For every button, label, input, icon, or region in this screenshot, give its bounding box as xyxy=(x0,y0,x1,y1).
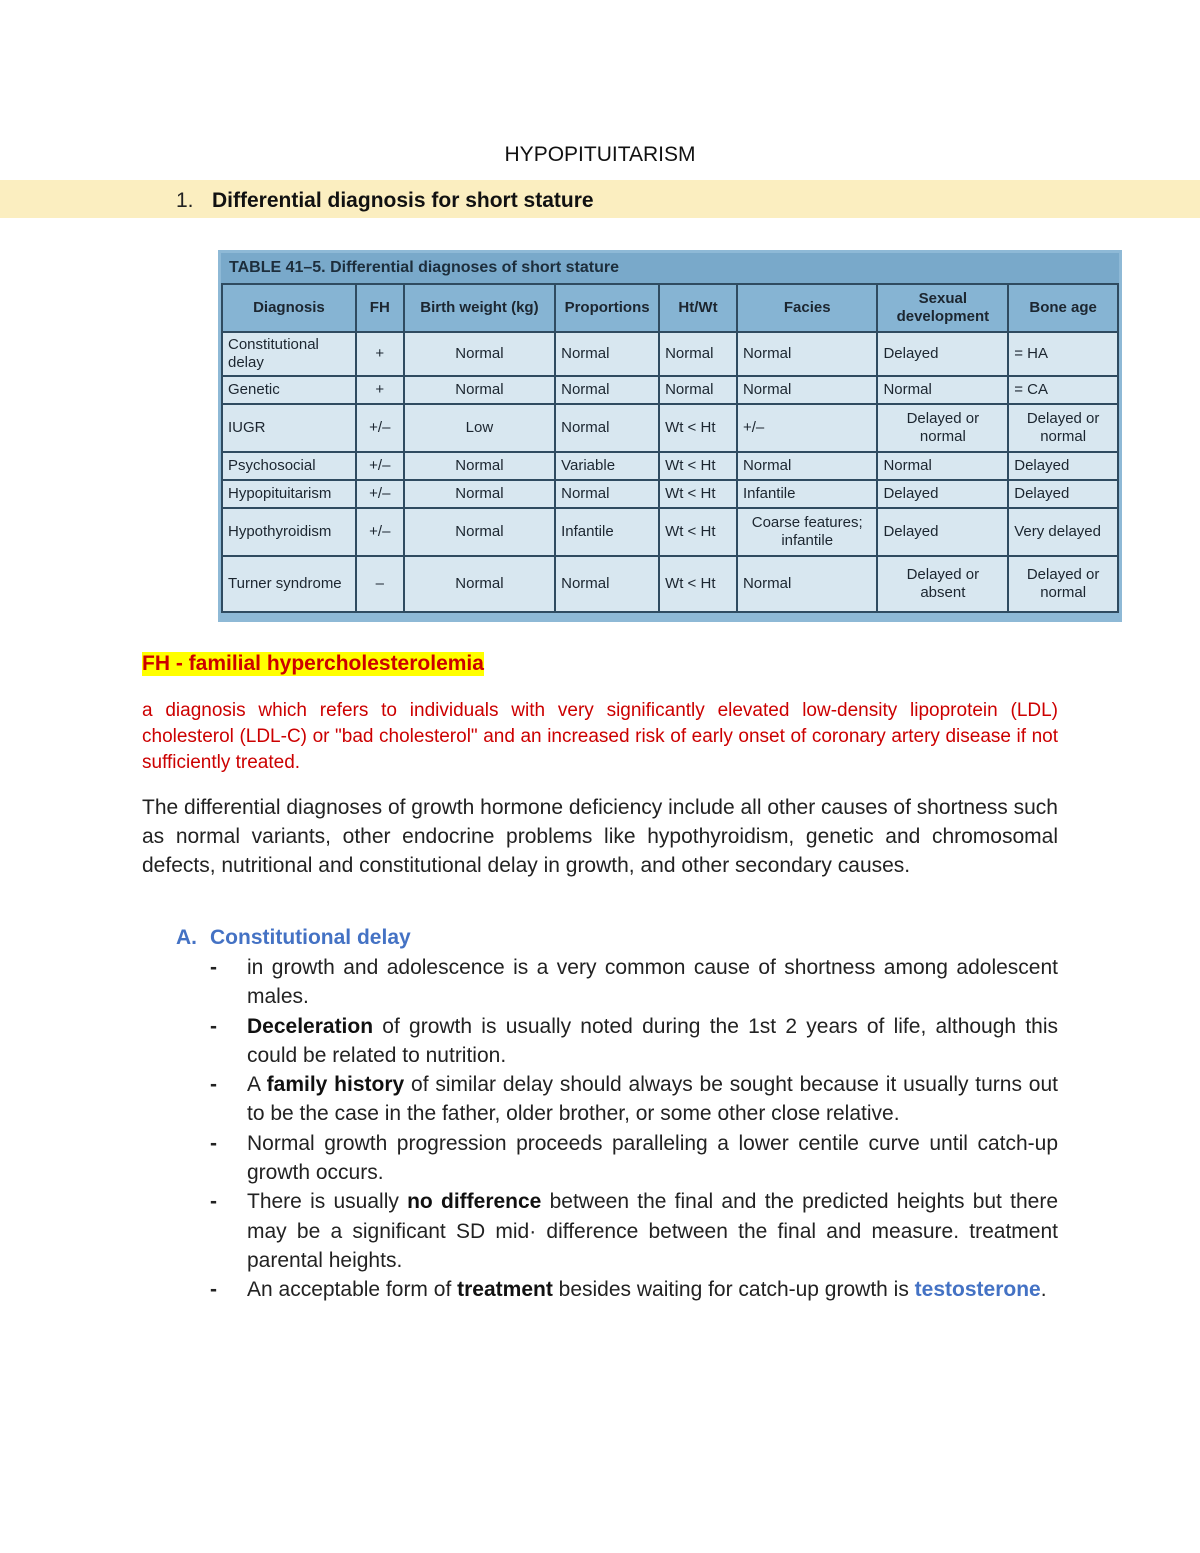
bullet-bold-term: treatment xyxy=(457,1278,553,1302)
cell: Normal xyxy=(737,332,878,376)
cell-diagnosis: Constitutional delay xyxy=(222,332,356,376)
cell: – xyxy=(356,556,404,612)
col-header: Ht/Wt xyxy=(659,284,737,332)
cell: Normal xyxy=(404,508,555,556)
cell: Wt < Ht xyxy=(659,508,737,556)
table-header-row xyxy=(222,284,1118,332)
bullet-bold-term: no difference xyxy=(407,1190,542,1214)
bullet-text: . xyxy=(1040,1278,1047,1302)
cell: Delayed xyxy=(1008,480,1118,508)
bullet-bold-term: Deceleration xyxy=(247,1014,374,1038)
short-stature-table-image xyxy=(218,250,1122,622)
cell: Variable xyxy=(555,452,659,480)
cell: Delayed xyxy=(1008,452,1118,480)
list-item xyxy=(210,1070,1058,1129)
cell: Wt < Ht xyxy=(659,556,737,612)
cell: + xyxy=(356,376,404,404)
cell: = HA xyxy=(1008,332,1118,376)
list-item xyxy=(210,1012,1058,1071)
cell: Infantile xyxy=(737,480,878,508)
fh-definition-heading: FH - familial hypercholesterolemia xyxy=(142,652,484,675)
cell: Normal xyxy=(555,332,659,376)
cell: Normal xyxy=(404,452,555,480)
cell: Normal xyxy=(737,376,878,404)
cell: = CA xyxy=(1008,376,1118,404)
cell-diagnosis: Psychosocial xyxy=(222,452,356,480)
cell: Delayed or absent xyxy=(877,556,1008,612)
bullet-text: A xyxy=(247,1073,267,1097)
col-header: Diagnosis xyxy=(222,284,356,332)
cell: + xyxy=(356,332,404,376)
col-header: Sexual development xyxy=(877,284,1008,332)
cell: Delayed or normal xyxy=(1008,556,1118,612)
cell: Wt < Ht xyxy=(659,404,737,452)
bullet-list xyxy=(210,953,1058,1305)
cell: +/– xyxy=(356,452,404,480)
cell: Normal xyxy=(404,556,555,612)
cell: +/– xyxy=(356,508,404,556)
document-title: HYPOPITUITARISM xyxy=(504,143,696,166)
bullet-highlight-term: testosterone xyxy=(914,1278,1041,1302)
cell-diagnosis: Turner syndrome xyxy=(222,556,356,612)
cell: Delayed or normal xyxy=(1008,404,1118,452)
dash-bullet-icon: - xyxy=(210,956,217,979)
table-row xyxy=(222,508,1118,556)
col-header: FH xyxy=(356,284,404,332)
fh-definition-text: a diagnosis which refers to individuals with very significantly elevated low-density lipoprotein (LDL) cholesterol (LDL-C) or "bad cholesterol" and an increased risk of early onset of coronary artery disease if not sufficiently treated. xyxy=(142,700,1058,773)
cell: Normal xyxy=(877,376,1008,404)
cell: Normal xyxy=(555,556,659,612)
col-header: Facies xyxy=(737,284,878,332)
cell: Delayed or normal xyxy=(877,404,1008,452)
cell: Normal xyxy=(555,376,659,404)
cell: Wt < Ht xyxy=(659,480,737,508)
table-row xyxy=(222,480,1118,508)
cell: Delayed xyxy=(877,332,1008,376)
table-row xyxy=(222,452,1118,480)
cell-diagnosis: Genetic xyxy=(222,376,356,404)
cell: Normal xyxy=(737,452,878,480)
bullet-text: in growth and adolescence is a very common cause of shortness among adolescent males. xyxy=(247,956,1058,1009)
cell: Normal xyxy=(404,480,555,508)
list-item xyxy=(210,1129,1058,1188)
cell-diagnosis: IUGR xyxy=(222,404,356,452)
cell: Infantile xyxy=(555,508,659,556)
table-row xyxy=(222,404,1118,452)
cell: Normal xyxy=(404,376,555,404)
cell: +/– xyxy=(356,480,404,508)
cell: Normal xyxy=(404,332,555,376)
cell: Normal xyxy=(555,404,659,452)
cell: Normal xyxy=(659,376,737,404)
list-item xyxy=(210,953,1058,1012)
bullet-text: There is usually xyxy=(247,1190,408,1214)
col-header: Proportions xyxy=(555,284,659,332)
list-item xyxy=(210,1187,1058,1275)
bullet-text: between the final and the predicted heights but there may be a significant SD mid· difference between the final and measure. treatment parental heights. xyxy=(247,1190,1058,1272)
bullet-text: of growth is usually noted during the 1st 2 years of life, although this could be related to nutrition. xyxy=(247,1014,1058,1067)
section-number: 1. xyxy=(176,189,194,212)
list-item xyxy=(210,1275,1058,1304)
cell: Delayed xyxy=(877,480,1008,508)
cell: Normal xyxy=(737,556,878,612)
bullet-text: of similar delay should always be sought because it usually turns out to be the case in the father, older brother, or some other close relative. xyxy=(247,1073,1058,1126)
bullet-text: besides waiting for catch-up growth is xyxy=(552,1278,915,1302)
table-caption: TABLE 41–5. Differential diagnoses of short stature xyxy=(221,253,1119,283)
subsection-title: Constitutional delay xyxy=(210,926,411,949)
table-row xyxy=(222,556,1118,612)
cell: Normal xyxy=(555,480,659,508)
body-paragraph: The differential diagnoses of growth hormone deficiency include all other causes of shortness such as normal variants, other endocrine problems like hypothyroidism, genetic and chromosomal defects, nutritional and constitutional delay in growth, and other secondary causes. xyxy=(142,796,1058,877)
bullet-text: An acceptable form of xyxy=(247,1278,458,1302)
subsection-letter: A. xyxy=(176,926,197,949)
cell: +/– xyxy=(737,404,878,452)
cell: Delayed xyxy=(877,508,1008,556)
cell: Low xyxy=(404,404,555,452)
cell-diagnosis: Hypothyroidism xyxy=(222,508,356,556)
cell: Normal xyxy=(877,452,1008,480)
dash-bullet-icon: - xyxy=(210,1073,217,1097)
bullet-text: Normal growth progression proceeds paralleling a lower centile curve until catch-up growth occurs. xyxy=(247,1131,1058,1185)
cell: Normal xyxy=(659,332,737,376)
cell: Wt < Ht xyxy=(659,452,737,480)
bullet-bold-term: family history xyxy=(266,1073,405,1097)
col-header: Bone age xyxy=(1008,284,1118,332)
section-title: Differential diagnosis for short stature xyxy=(212,189,594,212)
dash-bullet-icon: - xyxy=(210,1014,217,1038)
dash-bullet-icon: - xyxy=(210,1278,217,1302)
subsection-heading xyxy=(176,926,411,950)
cell: Coarse features; infantile xyxy=(737,508,878,556)
differential-diagnosis-table xyxy=(221,283,1119,613)
table-row xyxy=(222,376,1118,404)
dash-bullet-icon: - xyxy=(210,1131,217,1155)
cell: +/– xyxy=(356,404,404,452)
col-header: Birth weight (kg) xyxy=(404,284,555,332)
dash-bullet-icon: - xyxy=(210,1190,217,1214)
cell: Very delayed xyxy=(1008,508,1118,556)
cell-diagnosis: Hypopituitarism xyxy=(222,480,356,508)
table-row xyxy=(222,332,1118,376)
